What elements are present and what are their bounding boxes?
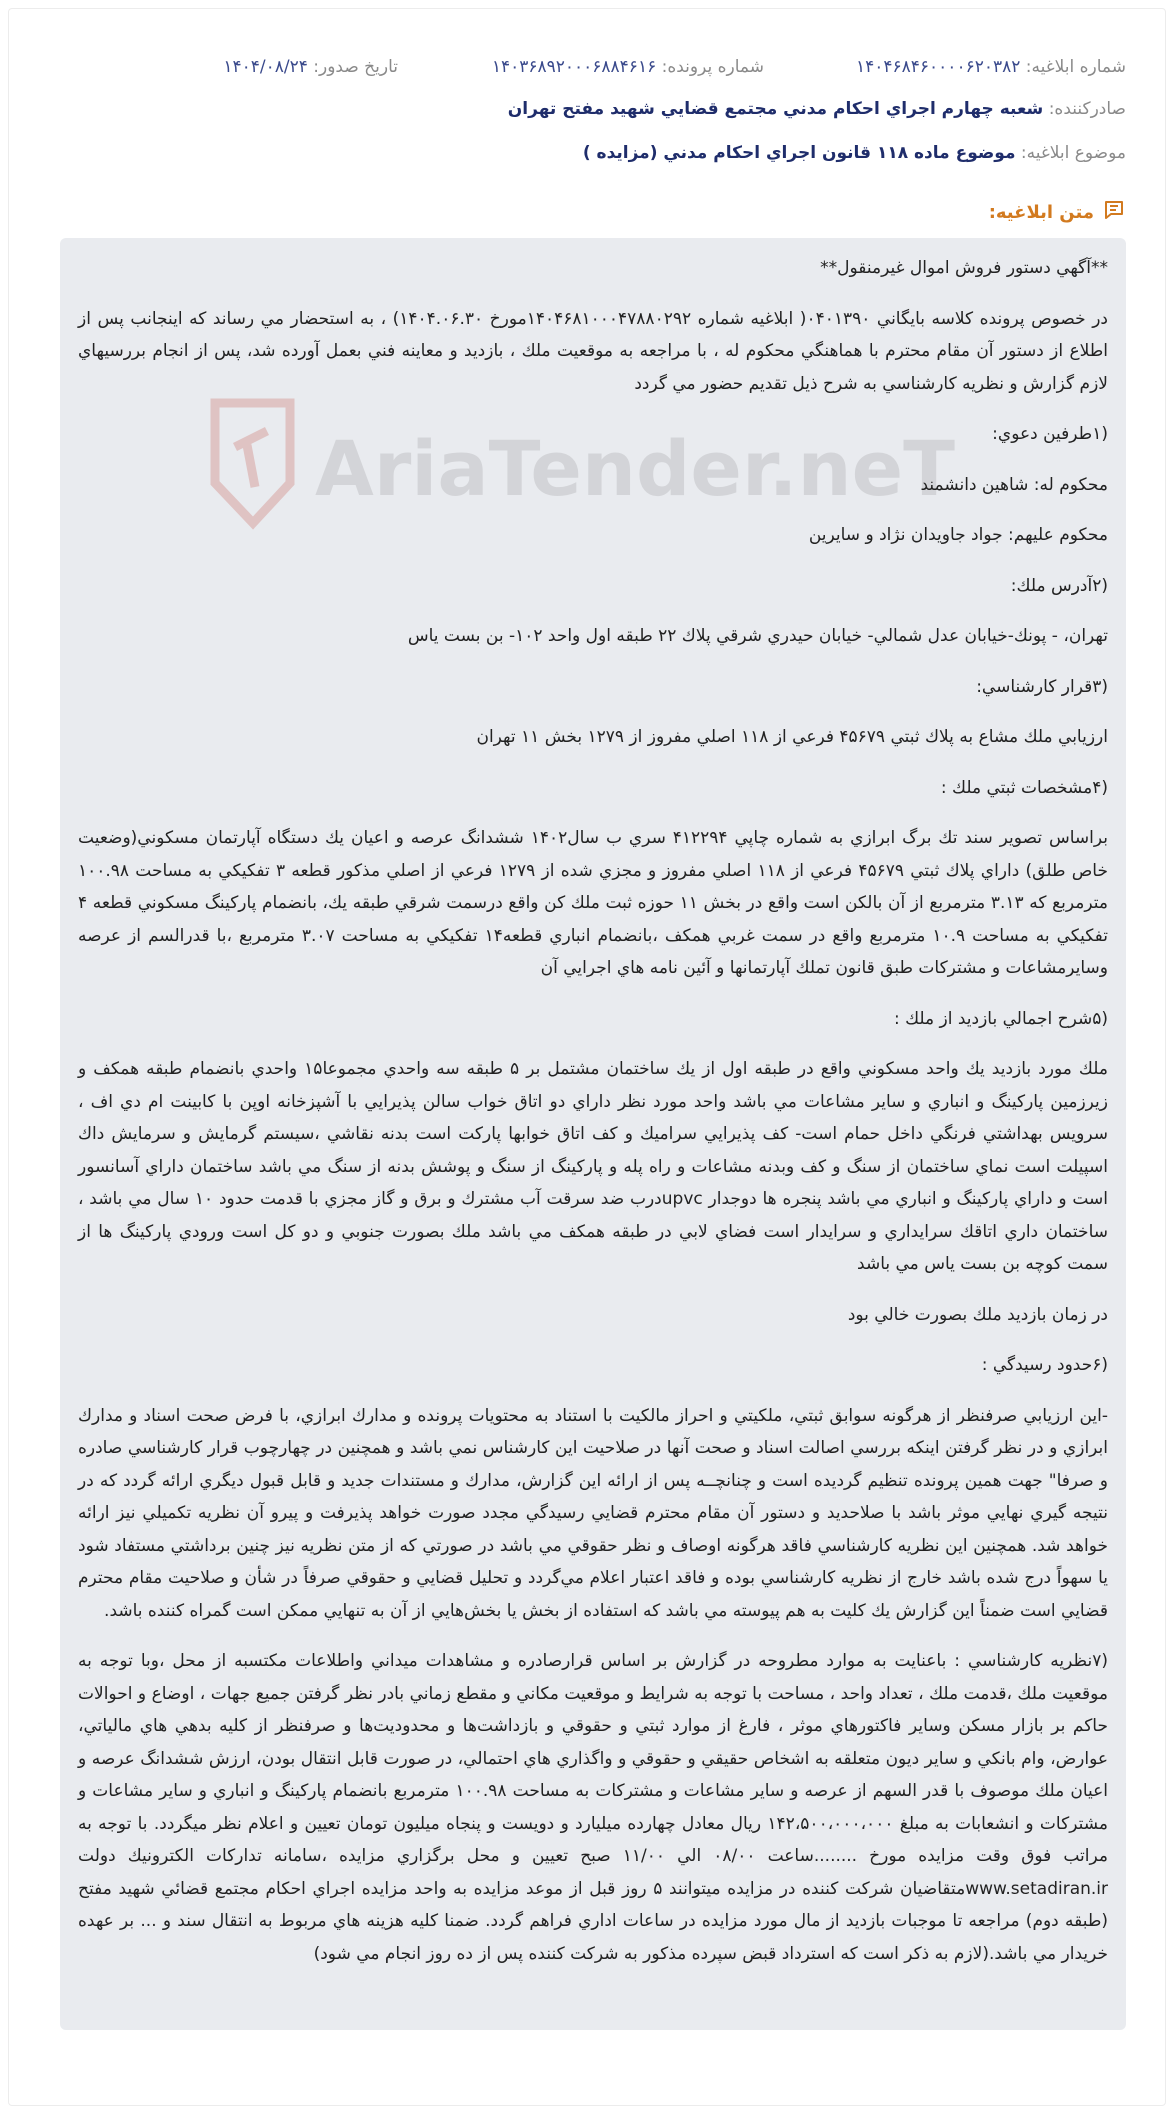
body-paragraph: -اين ارزيابي صرفنظر از هرگونه سوابق ثبتي، ملكيتي و احراز مالكيت با استناد به محتويات پرونده و مدارك ابرازي، با فرض صحت اسناد و مدارك ابرازي و در نظر گرفتن اينكه بررسي اصالت اسناد و صحت آنها در صلاحيت اين كارشناس نمي باشد و همچنين در چهارچوب قرار كارشناسي صادره و صرفا" جهت همين پرونده تنظيم گرديده است و چنانچــه پس از ارائه اين گزارش، مدارك و مستندات جديد و قابل قبول ديگري ارائه گردد كه در نتيجه گيري نهايي موثر باشد با صلاحديد و دستور آن مقام محترم قضايي رسيدگي مجدد صورت خواهد پذيرفت و پيرو آن نظريه تكميلي نيز ارائه خواهد شد. همچنين اين نظريه كارشناسي فاقد هرگونه اوصاف و نظر حقوقي مي باشد در صورتي كه از متن نظريه نيز چنين برداشتي مستفاد شود يا سهواً درج شده باشد خارج از نظريه كارشناسي بوده و فاقد اعتبار اعلام مي‌گردد و تحليل قضايي و حقوقي صرفاً در شأن و صلاحيت مقام محترم قضايي است ضمناً اين گزارش يك كليت به هم پيوسته مي باشد كه استفاده از بخش يا بخش‌هايي از آن به تنهايي ممكن است گمراه كننده باشد.	[78, 1405, 1108, 1621]
notice-number-value: ۱۴۰۴۶۸۴۶۰۰۰۰۶۲۰۳۸۲	[856, 57, 1021, 77]
body-paragraph: (۲آدرس ملك:	[1010, 575, 1108, 596]
file-number-label: شماره پرونده:	[661, 57, 764, 77]
notice-body	[78, 252, 1108, 1988]
issue-date-value: ۱۴۰۴/۰۸/۲۴	[223, 57, 308, 77]
notice-text-heading	[989, 198, 1126, 227]
body-paragraph: (۱طرفين دعوي:	[992, 424, 1108, 444]
body-paragraph: محكوم له: شاهين دانشمند	[920, 474, 1108, 495]
issuer-label: صادرکننده:	[1048, 99, 1126, 119]
body-paragraph: ملك مورد بازديد يك واحد مسكوني واقع در طبقه اول از يك ساختمان مشتمل بر ۵ طبقه سه واحدي مجموعا۱۵ واحدي بانضمام طبقه همكف و زيرزمين پاركينگ و انباري و ساير مشاعات مي باشد واحد مورد نظر داراي دو اتاق خواب سالن پذيرايي با آشپزخانه اوپن با كابينت ام دي اف ، سرويس بهداشتي فرنگي داخل حمام است- كف پذيرايي سراميك و كف اتاق خوابها پاركت است بدنه نقاشي ،سيستم گرمايش و سرمايش داك اسپيلت است نماي ساختمان از سنگ و كف وبدنه مشاعات و راه پله و پاركينگ از سنگ و پوشش بدنه از سنگ مي باشد ساختمان داراي آسانسور است و داراي پاركينگ و انباري مي باشد پنجره ها دوجدار upvcدرب ضد سرقت آب مشترك و برق و گاز مجزي با قدمت حدود ۱۰ سال مي باشد ، ساختمان داري اتاقك سرايداري و سرايدار است فضاي لابي در طبقه همكف مي باشد ملك بصورت جنوبي و دو كل است ورودي پاركينگ ها از سمت كوچه بن بست ياس مي باشد	[78, 1059, 1109, 1274]
body-paragraph: (۷نظريه كارشناسي : باعنايت به موارد مطروحه در گزارش بر اساس قرارصادره و مشاهدات ميداني واطلاعات مكتسبه از محل ،وبا توجه به موقعيت ملك ،قدمت ملك ، تعداد واحد ، مساحت با توجه به شرايط و موقعيت مكاني و مقطع زماني بادر نظر گرفتن جميع جهات ، اوضاع و احوالات حاكم بر بازار مسكن وساير فاكتورهاي موثر ، فارغ از موارد ثبتي و حقوقي و بازداشت‌ها و محدوديت‌ها و صرفنظر از كليه بدهي هاي مالياتي، عوارض، وام بانكي و ساير ديون متعلقه به اشخاص حقيقي و حقوقي و واگذاري هاي احتمالي، در صورت قابل انتقال بودن، ارزش ششدانگ عرصه و اعيان ملك موصوف با قدر السهم از عرصه و ساير مشاعات و مشتركات به مساحت ۱۰۰.۹۸ مترمربع بانضمام پاركينگ و انباري و ساير مشاعات و مشتركات و انشعابات به مبلغ ۱۴۲،۵۰۰،۰۰۰،۰۰۰ ريال معادل چهارده ميليارد و دويست و پنجاه ميليون تومان تعيين و اعلام نظر ميگردد. با توجه به مراتب فوق وقت مزايده مورخ ........ساعت ۰۸/۰۰ الي ۱۱/۰۰ صبح تعيين و محل برگزاري مزايده ،سامانه تداركات الكترونيك دولت www.setadiran.irمتقاضيان شركت كننده در مزايده ميتوانند ۵ روز قبل از موعد مزايده به واحد مزايده اجراي احكام مجتمع قضائي شهيد مفتح (طبقه دوم) مراجعه تا موجبات بازديد از مال مورد مزايده در ساعات اداري فراهم گردد. ضمنا كليه هزينه هاي مربوط به انتقال سند و ... بر عهده خريدار مي باشد.(لازم به ذكر است كه استرداد قبض سپرده مذكور به شركت كننده پس از ده روز انجام مي شود)	[78, 1651, 1108, 1964]
body-paragraph: در زمان بازديد ملك بصورت خالي بود	[847, 1304, 1108, 1325]
notice-number-label: شماره ابلاغیه:	[1025, 57, 1126, 77]
section-title: متن ابلاغیه:	[988, 202, 1094, 223]
subject-label: موضوع ابلاغیه:	[1020, 143, 1126, 163]
body-paragraph: (۴مشخصات ثبتي ملك :	[940, 777, 1108, 798]
file-number	[492, 54, 764, 80]
body-paragraph: در خصوص پرونده كلاسه بايگاني ۰۴۰۱۳۹۰( ابلاغيه شماره ۱۴۰۴۶۸۱۰۰۰۴۷۸۸۰۲۹۲مورخ ۱۴۰۴.۰۶.۳۰) ، به استحضار مي رساند كه اينجانب پس از اطلاع از دستور آن مقام محترم با هماهنگي محكوم له ، با مراجعه به موقعيت ملك ، بازديد و معاينه فني بعمل آورده شد، پس از انجام بررسيهاي لازم گزارش و نظريه كارشناسي به شرح ذيل تقديم حضور مي گردد	[78, 308, 1108, 394]
subject-value: موضوع ماده ۱۱۸ قانون اجراي احكام مدني (مزايده )	[582, 143, 1016, 163]
body-title: **آگهي دستور فروش اموال غيرمنقول**	[820, 258, 1108, 278]
body-paragraph: (۶حدود رسيدگي :	[981, 1355, 1108, 1375]
watermark-text: AriaTender.neT	[315, 424, 955, 513]
subject	[583, 140, 1126, 166]
body-paragraph: تهران، - پونك-خيابان عدل شمالي- خيابان حيدري شرقي پلاك ۲۲ طبقه اول واحد ۱۰۲- بن بست ياس	[407, 626, 1108, 646]
message-icon	[1102, 198, 1126, 227]
body-paragraph: (۳قرار كارشناسي:	[976, 676, 1108, 697]
body-paragraph: براساس تصوير سند تك برگ ابرازي به شماره چاپي ۴۱۲۲۹۴ سري ب سال۱۴۰۲ ششدانگ عرصه و اعيان يك دستگاه آپارتمان مسكوني(وضعيت خاص طلق) داراي پلاك ثبتي ۴۵۶۷۹ فرعي از ۱۱۸ اصلي مفروز و مجزي شده از ۱۲۷۹ فرعي از اصلي مذكور قطعه ۳ تفكيكي به مساحت ۱۰۰.۹۸ مترمربع كه ۳.۱۳ مترمربع از آن بالكن است واقع در بخش ۱۱ حوزه ثبت ملك كن واقع درسمت شرقي طبقه يك، بانضمام پاركينگ مسكوني قطعه ۴ تفكيكي به مساحت ۱۰.۹ مترمربع واقع در سمت غربي همكف ،بانضمام انباري قطعه۱۴ تفكيكي به مساحت ۳.۰۷ مترمربع ،با قدرالسم از عرصه وسايرمشاعات و مشتركات طبق قانون تملك آپارتمانها و آئين نامه هاي اجرايي آن	[78, 828, 1108, 978]
body-paragraph: (۵شرح اجمالي بازديد از ملك :	[893, 1008, 1108, 1029]
issuer-value: شعبه چهارم اجراي احكام مدني مجتمع قضايي شهيد مفتح تهران	[507, 99, 1044, 119]
issue-date	[223, 54, 398, 80]
file-number-value: ۱۴۰۳۶۸۹۲۰۰۰۶۸۸۴۶۱۶	[491, 57, 657, 77]
issue-date-label: تاریخ صدور:	[313, 57, 398, 77]
notice-number	[856, 54, 1126, 80]
body-paragraph: ارزيابي ملك مشاع به پلاك ثبتي ۴۵۶۷۹ فرعي از ۱۱۸ اصلي مفروز از ۱۲۷۹ بخش ۱۱ تهران	[476, 727, 1108, 747]
body-paragraph: محكوم عليهم: جواد جاويدان نژاد و سايرين	[808, 525, 1108, 545]
issuer	[508, 96, 1126, 122]
